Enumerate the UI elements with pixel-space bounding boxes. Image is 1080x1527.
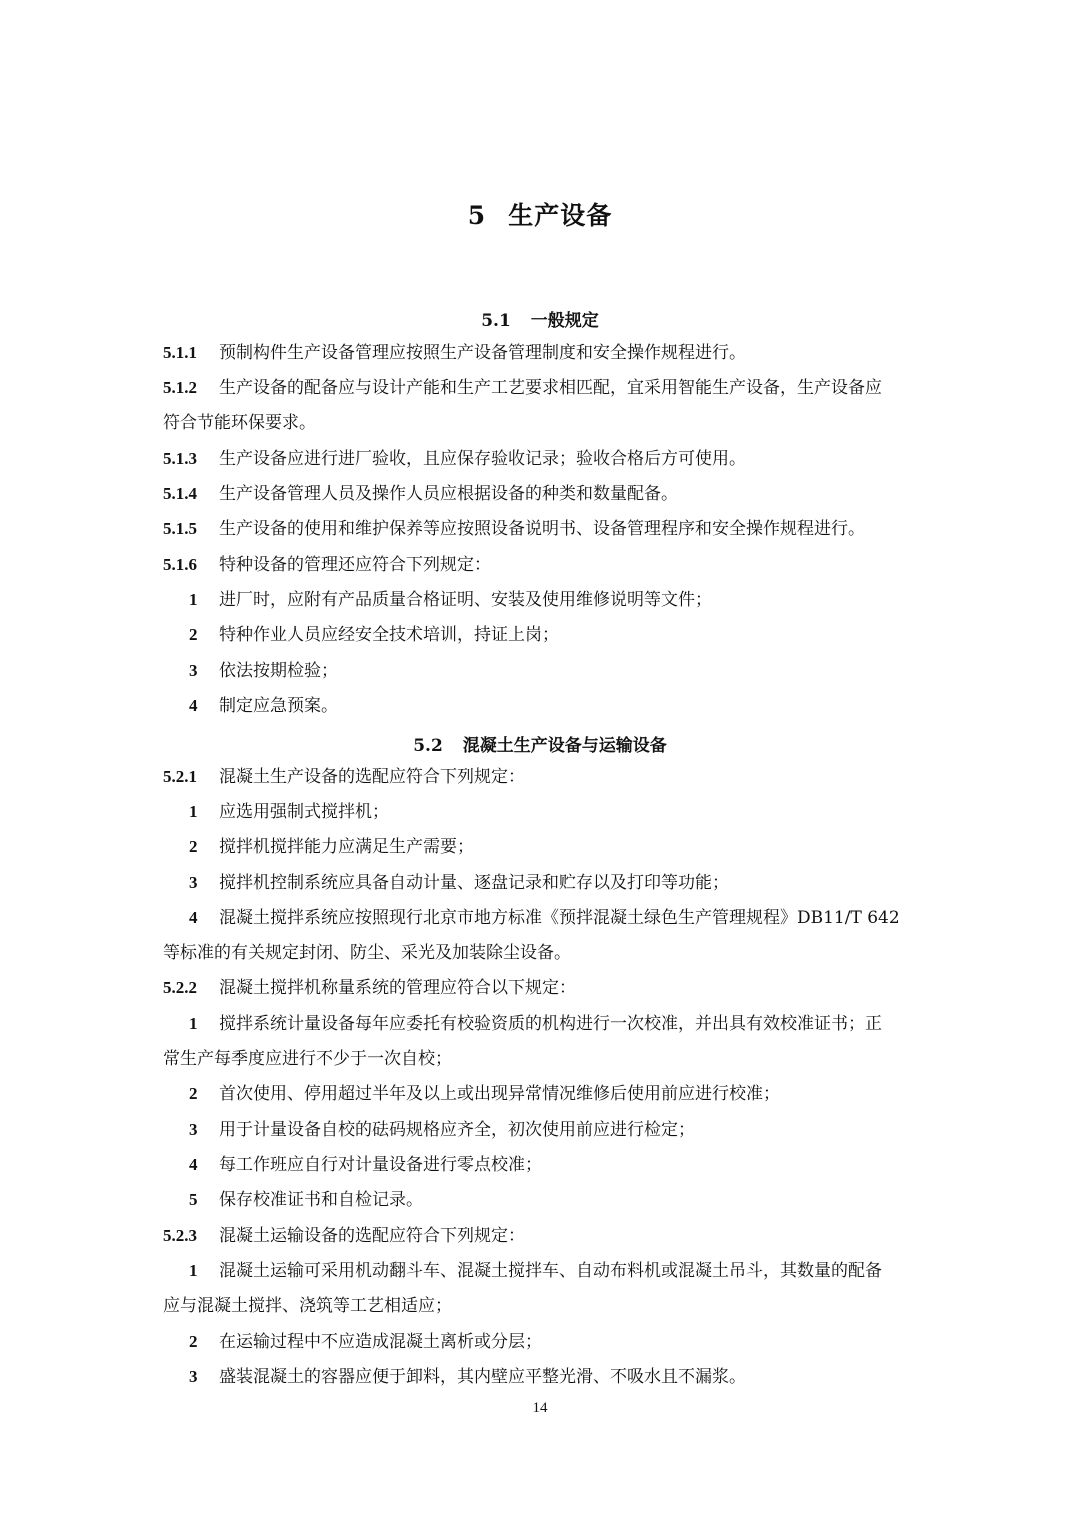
section-title-text: 一般规定 bbox=[530, 311, 599, 331]
item-text: 搅拌机搅拌能力应满足生产需要； bbox=[219, 837, 474, 857]
item-text-continuation: 常生产每季度应进行不少于一次自校； bbox=[163, 1049, 452, 1069]
item-number: 2 bbox=[189, 837, 198, 856]
item-number: 1 bbox=[189, 590, 198, 609]
clause-text: 混凝土搅拌机称量系统的管理应符合以下规定： bbox=[219, 978, 576, 998]
item-text: 混凝土运输可采用机动翻斗车、混凝土搅拌车、自动布料机或混凝土吊斗，其数量的配备 bbox=[219, 1261, 882, 1281]
chapter-number: 5 bbox=[467, 201, 487, 230]
section-number: 5.1 bbox=[481, 311, 511, 331]
section-title bbox=[0, 731, 1080, 756]
clause-number: 5.2.3 bbox=[163, 1226, 197, 1245]
item-text: 依法按期检验； bbox=[219, 661, 338, 681]
item-number: 2 bbox=[189, 1084, 198, 1103]
item-text: 在运输过程中不应造成混凝土离析或分层； bbox=[219, 1332, 542, 1352]
clause-text: 生产设备的使用和维护保养等应按照设备说明书、设备管理程序和安全操作规程进行。 bbox=[219, 519, 865, 539]
clause-number: 5.1.4 bbox=[163, 484, 197, 503]
item-number: 5 bbox=[189, 1190, 198, 1209]
section-number: 5.2 bbox=[413, 736, 443, 756]
item-text: 应选用强制式搅拌机； bbox=[219, 802, 389, 822]
clause-text: 混凝土运输设备的选配应符合下列规定： bbox=[219, 1226, 525, 1246]
item-text: 进厂时，应附有产品质量合格证明、安装及使用维修说明等文件； bbox=[219, 590, 712, 610]
clause-number: 5.2.2 bbox=[163, 978, 197, 997]
item-text: 每工作班应自行对计量设备进行零点校准； bbox=[219, 1155, 542, 1175]
clause-text: 生产设备的配备应与设计产能和生产工艺要求相匹配，宜采用智能生产设备，生产设备应 bbox=[219, 378, 882, 398]
item-number: 3 bbox=[189, 661, 198, 680]
chapter-title bbox=[0, 196, 1080, 232]
item-number: 2 bbox=[189, 1332, 198, 1351]
clause-text: 生产设备应进行进厂验收，且应保存验收记录；验收合格后方可使用。 bbox=[219, 449, 746, 469]
page-number: 14 bbox=[532, 1400, 548, 1416]
clause-number: 5.1.2 bbox=[163, 378, 197, 397]
item-number: 1 bbox=[189, 1014, 198, 1033]
item-text: 盛装混凝土的容器应便于卸料，其内壁应平整光滑、不吸水且不漏浆。 bbox=[219, 1367, 746, 1387]
section-title bbox=[0, 306, 1080, 331]
clause-text-continuation: 符合节能环保要求。 bbox=[163, 413, 316, 433]
chapter-title-text: 生产设备 bbox=[508, 201, 613, 230]
item-text: 搅拌机控制系统应具备自动计量、逐盘记录和贮存以及打印等功能； bbox=[219, 873, 729, 893]
clause-text: 混凝土生产设备的选配应符合下列规定： bbox=[219, 767, 525, 787]
item-number: 4 bbox=[189, 696, 198, 715]
item-text-continuation: 等标准的有关规定封闭、防尘、采光及加装除尘设备。 bbox=[163, 943, 571, 963]
clause-number: 5.2.1 bbox=[163, 767, 197, 786]
clause-text: 生产设备管理人员及操作人员应根据设备的种类和数量配备。 bbox=[219, 484, 678, 504]
item-text: 混凝土搅拌系统应按照现行北京市地方标准《预拌混凝土绿色生产管理规程》DB11/T 642 bbox=[219, 908, 900, 928]
clause-text: 预制构件生产设备管理应按照生产设备管理制度和安全操作规程进行。 bbox=[219, 343, 746, 363]
item-text: 搅拌系统计量设备每年应委托有校验资质的机构进行一次校准，并出具有效校准证书；正 bbox=[219, 1014, 882, 1034]
clause-number: 5.1.3 bbox=[163, 449, 197, 468]
section-title-text: 混凝土生产设备与运输设备 bbox=[462, 736, 667, 756]
item-number: 3 bbox=[189, 1367, 198, 1386]
clause-text: 特种设备的管理还应符合下列规定： bbox=[219, 555, 491, 575]
item-text: 首次使用、停用超过半年及以上或出现异常情况维修后使用前应进行校准； bbox=[219, 1084, 780, 1104]
item-text-continuation: 应与混凝土搅拌、浇筑等工艺相适应； bbox=[163, 1296, 452, 1316]
item-number: 3 bbox=[189, 873, 198, 892]
item-number: 3 bbox=[189, 1120, 198, 1139]
item-text: 用于计量设备自校的砝码规格应齐全，初次使用前应进行检定； bbox=[219, 1120, 695, 1140]
item-number: 4 bbox=[189, 1155, 198, 1174]
item-text: 特种作业人员应经安全技术培训，持证上岗； bbox=[219, 625, 559, 645]
item-number: 1 bbox=[189, 802, 198, 821]
item-text: 保存校准证书和自检记录。 bbox=[219, 1190, 423, 1210]
item-text: 制定应急预案。 bbox=[219, 696, 338, 716]
item-number: 2 bbox=[189, 625, 198, 644]
clause-number: 5.1.1 bbox=[163, 343, 197, 362]
clause-number: 5.1.5 bbox=[163, 519, 197, 538]
item-number: 4 bbox=[189, 908, 198, 927]
clause-number: 5.1.6 bbox=[163, 555, 197, 574]
item-number: 1 bbox=[189, 1261, 198, 1280]
